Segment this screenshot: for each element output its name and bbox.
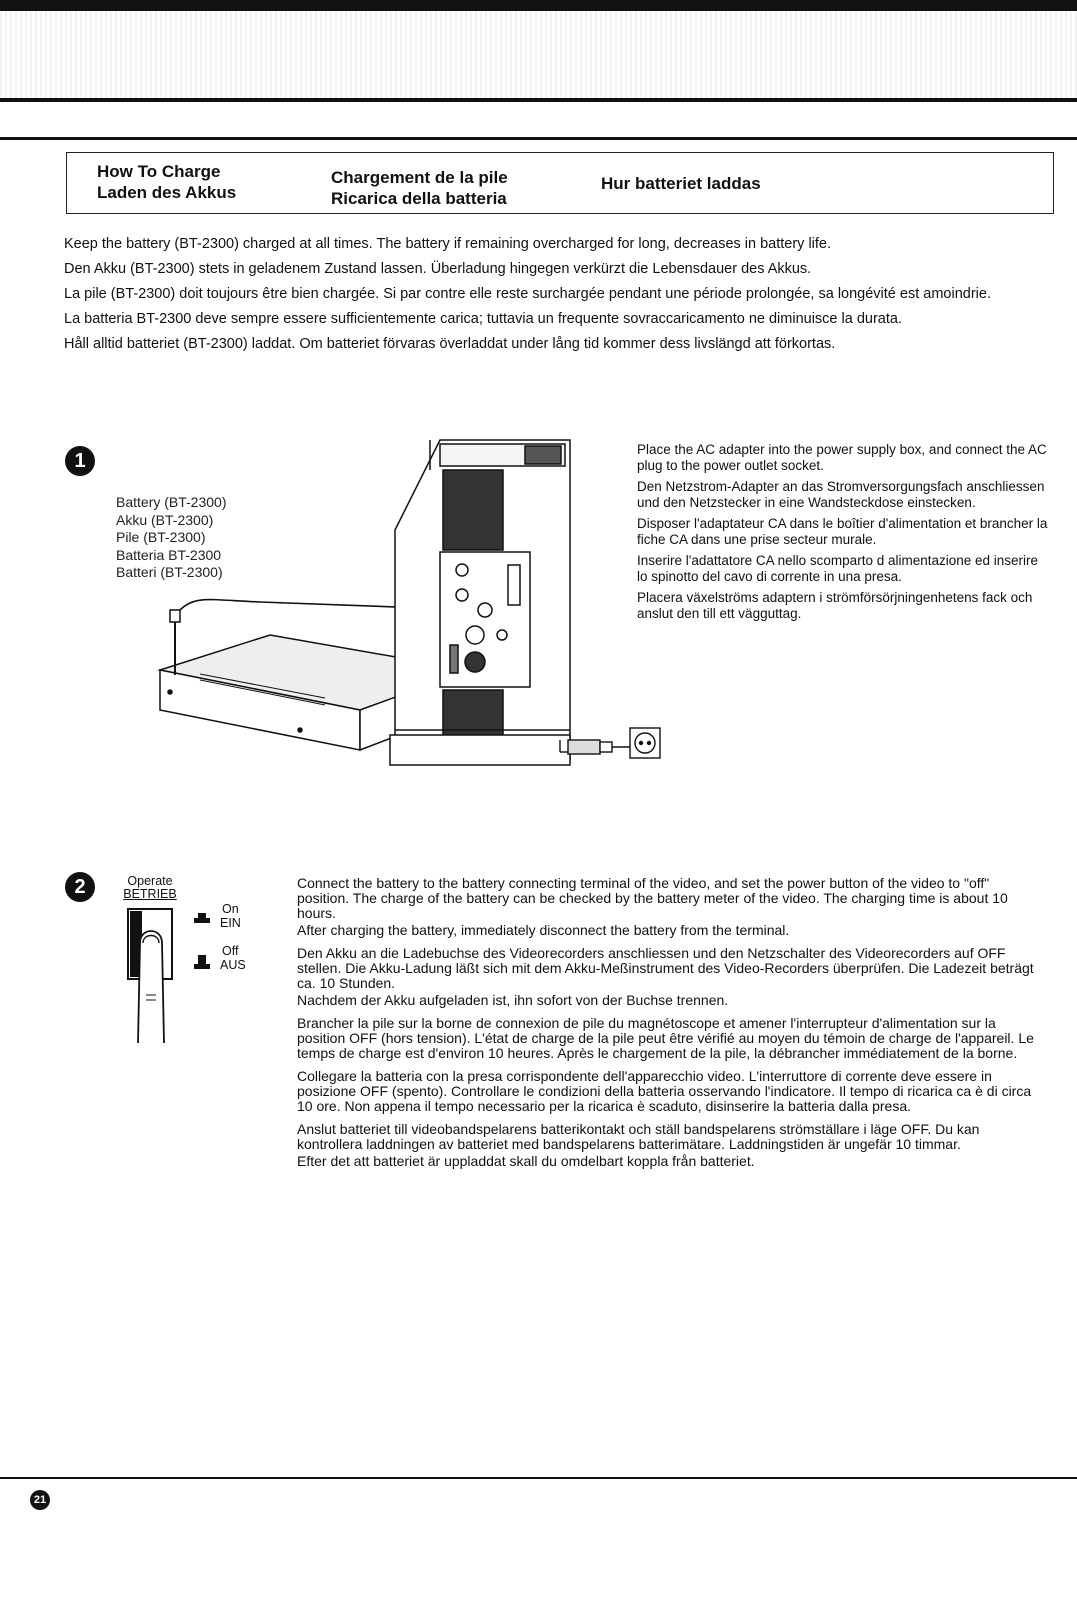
power-switch-figure — [110, 875, 270, 1055]
step-2-it: Collegare la batteria con la presa corrispondente dell'apparecchio video. L'interruttore di corrente deve essere in posizione OFF (spento). Controllare le condizioni della batteria osservando l'indicatore. Il tempo di ricarica ca è di circa 10 ore. Non appena il tempo necessario per la ricarica è scaduto, disinserire la batteria dalla presa. — [297, 1068, 1032, 1114]
battery-label-it: Batteria BT-2300 — [116, 546, 222, 563]
step-1-it: Inserire l'adattatore CA nello scomparto d alimentazione ed inserire lo spinotto del cavo di corrente in una presa. — [637, 553, 1039, 584]
intro-it: La batteria BT-2300 deve sempre essere sufficientemente carica; tuttavia un frequente sovraccaricamento ne diminuisce la durata. — [64, 311, 902, 327]
title-box — [66, 152, 1054, 214]
step-2-de-after: Nachdem der Akku aufgeladen ist, ihn sofort von der Buchse trennen. — [297, 992, 729, 1008]
step-1-sv: Placera växelströms adaptern i strömförsörjningenhetens fack och anslut den till ett vägguttag. — [637, 590, 1033, 621]
intro-en: Keep the battery (BT-2300) charged at all times. The battery if remaining overcharged for long, decreases in battery life. — [64, 236, 832, 252]
title-col-fr-it — [331, 167, 508, 209]
footer-rule — [0, 1477, 1077, 1479]
step-1-fr: Disposer l'adaptateur CA dans le boîtier d'alimentation et brancher la fiche CA dans une prise secteur murale. — [637, 516, 1048, 547]
step-2-badge: 2 — [65, 872, 95, 902]
battery-label-en: Battery (BT-2300) — [116, 494, 227, 510]
battery-label-fr: Pile (BT-2300) — [116, 529, 206, 545]
title-en: How To Charge — [97, 162, 221, 181]
intro-de: Den Akku (BT-2300) stets in geladenem Zustand lassen. Überladung hingegen verkürzt die Lebensdauer des Akkus. — [64, 261, 812, 277]
top-rule-lower — [0, 98, 1077, 102]
step-1-en: Place the AC adapter into the power supply box, and connect the AC plug to the power outlet socket. — [637, 442, 1047, 473]
step-1-de: Den Netzstrom-Adapter an das Stromversorgungsfach anschliessen und den Netzstecker in eine Wandsteckdose einstecken. — [637, 479, 1045, 510]
step-2-en-after: After charging the battery, immediately disconnect the battery from the terminal. — [297, 922, 790, 938]
title-sv: Hur batteriet laddas — [601, 174, 761, 193]
ein-label: EIN — [220, 916, 241, 930]
title-col-en-de — [97, 161, 236, 203]
finger-on-switch-icon — [110, 903, 200, 1053]
off-label: Off — [222, 944, 239, 958]
step-2-sv: Anslut batteriet till videobandspelarens batterikontakt och ställ bandspelarens strömställare i läge OFF. Du kan kontrollera laddningen av batteriet med bandspelarens batterimätare. Laddningstiden är ungefär 10 timmar. — [297, 1121, 980, 1152]
intro-text — [64, 236, 1049, 361]
section-rule — [0, 137, 1077, 140]
battery-label-de: Akku (BT-2300) — [116, 511, 214, 528]
step-2-de: Den Akku an die Ladebuchse des Videorecorders anschliessen und den Netzschalter des Videorecorders auf OFF stellen. Die Akku-Ladung läßt sich mit dem Akku-Meßinstrument des Video-Recorders überprüfen. Die Ladezeit beträgt ca. 10 Stunden. — [297, 945, 1034, 991]
step-2-fr: Brancher la pile sur la borne de connexion de pile du magnétoscope et amener l'interrupteur d'alimentation sur la position OFF (hors tension). L'état de charge de la pile peut être vérifié au moyen du témoin de charge de l'appareil. Le temps de charge est d'environ 10 heures. Après le chargement de la pile, la débrancher immédiatement de la borne. — [297, 1015, 1034, 1061]
battery-label-sv: Batteri (BT-2300) — [116, 564, 223, 580]
page-number: 21 — [30, 1490, 50, 1510]
aus-label: AUS — [220, 958, 246, 972]
title-de: Laden des Akkus — [97, 183, 237, 202]
operate-label: Operate — [127, 874, 173, 888]
step-2-en: Connect the battery to the battery connecting terminal of the video, and set the power button of the video to "off" position. The charge of the battery can be checked by the battery meter of the video. The charging time is about 10 hours. — [297, 875, 1008, 921]
betrieb-label: BETRIEB — [123, 887, 177, 901]
video-recorder-illustration — [390, 440, 570, 765]
ac-plug-illustration — [560, 728, 660, 758]
step-2-sv-after: Efter det att batteriet är uppladdat skall du omdelbart koppla från batteriet. — [297, 1153, 755, 1169]
top-halftone-band — [0, 0, 1077, 100]
step-1-badge: 1 — [65, 446, 95, 476]
title-it: Ricarica della batteria — [331, 189, 507, 208]
title-fr: Chargement de la pile — [331, 168, 508, 187]
off-indicator-icon — [194, 955, 210, 969]
title-col-sv — [601, 173, 761, 194]
on-label: On — [222, 902, 239, 916]
charging-illustration — [140, 430, 680, 780]
step-1-text — [637, 442, 1049, 627]
on-indicator-icon — [194, 913, 210, 923]
intro-fr: La pile (BT-2300) doit toujours être bien chargée. Si par contre elle reste surchargée pendant une période prolongée, sa longévité est amoindrie. — [64, 286, 991, 302]
intro-sv: Håll alltid batteriet (BT-2300) laddat. Om batteriet förvaras överladdat under lång tid kommer dess livslängd att förkortas. — [64, 336, 836, 352]
top-rule — [0, 0, 1077, 11]
step-2-text — [297, 876, 1042, 1177]
